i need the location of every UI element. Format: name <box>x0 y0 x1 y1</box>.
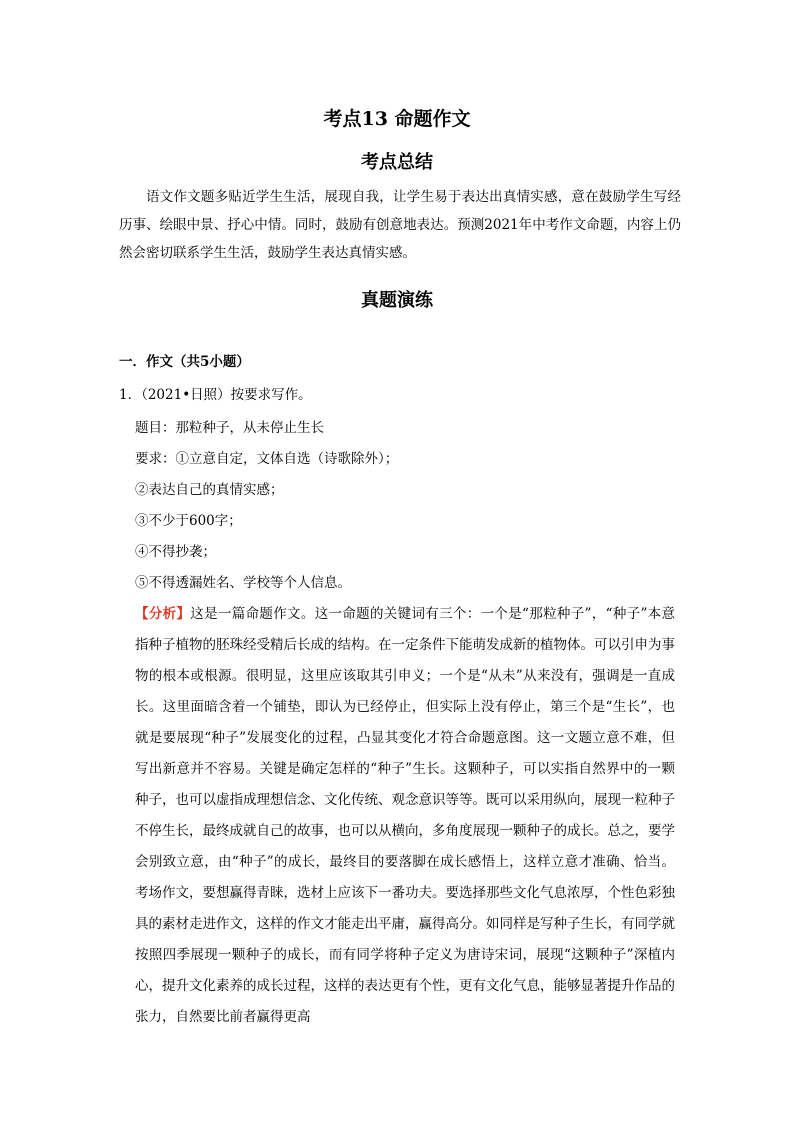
requirement-line: ③不少于600字； <box>135 513 242 529</box>
summary-heading: 考点总结 <box>361 152 433 173</box>
analysis-paragraph <box>135 599 675 1033</box>
analysis-tag: 【分析】 <box>135 606 191 622</box>
question-topic: 题目：那粒种子，从未停止生长 <box>135 420 324 436</box>
analysis-text: 这是一篇命题作文。这一命题的关键词有三个：一个是“那粒种子”，“种子”本意指种子植物的胚珠经受精后长成的结构。在一定条件下能萌发成新的植物体。可以引申为事物的根本或根源。很明显，这里应该取其引申义；一个是“从未”从来没有，强调是一直成长。这里面暗含着一个铺垫，即认为已经停止，但实际上没有停止，第三个是“生长”，也就是要展现“种子”发展变化的过程，凸显其变化才符合命题意图。这一文题立意不难，但写出新意并不容易。关键是确定怎样的“种子”生长。这颗种子，可以实指自然界中的一颗种子，也可以虚指成理想信念、文化传统、观念意识等等。既可以采用纵向，展现一粒种子不停生长，最终成就自己的故事，也可以从横向，多角度展现一颗种子的成长。总之，要学会别致立意，由“种子”的成长，最终目的要落脚在成长感悟上，这样立意才准确、恰当。考场作文，要想赢得青睐，选材上应该下一番功夫。要选择那些文化气息浓厚，个性色彩独具的素材走进作文，这样的作文才能走出平庸，赢得高分。如同样是写种子生长，有同学就按照四季展现一颗种子的成长，而有同学将种子定义为唐诗宋词，展现“这颗种子”深植内心，提升文化素养的成长过程，这样的表达更有个性，更有文化气息，能够显著提升作品的张力，自然要比前者赢得更高 <box>135 606 676 1025</box>
summary-paragraph: 语文作文题多贴近学生生活，展现自我，让学生易于表达出真情实感，意在鼓励学生写经历事、绘眼中景、抒心中情。同时，鼓励有创意地表达。预测2021年中考作文命题，内容上仍然会密切联系学生生活，鼓励学生表达真情实感。 <box>119 189 681 261</box>
section-title: 一．作文（共5小题） <box>119 354 250 370</box>
requirement-line: 要求：①立意自定，文体自选（诗歌除外）； <box>135 451 399 467</box>
requirement-line: ⑤不得透漏姓名、学校等个人信息。 <box>135 575 351 591</box>
question-header: 1．（2021•日照）按要求写作。 <box>119 387 312 403</box>
requirement-line: ④不得抄袭； <box>135 544 216 560</box>
requirement-line: ②表达自己的真情实感； <box>135 482 284 498</box>
document-title: 考点13 命题作文 <box>323 108 471 130</box>
practice-heading: 真题演练 <box>361 290 433 311</box>
